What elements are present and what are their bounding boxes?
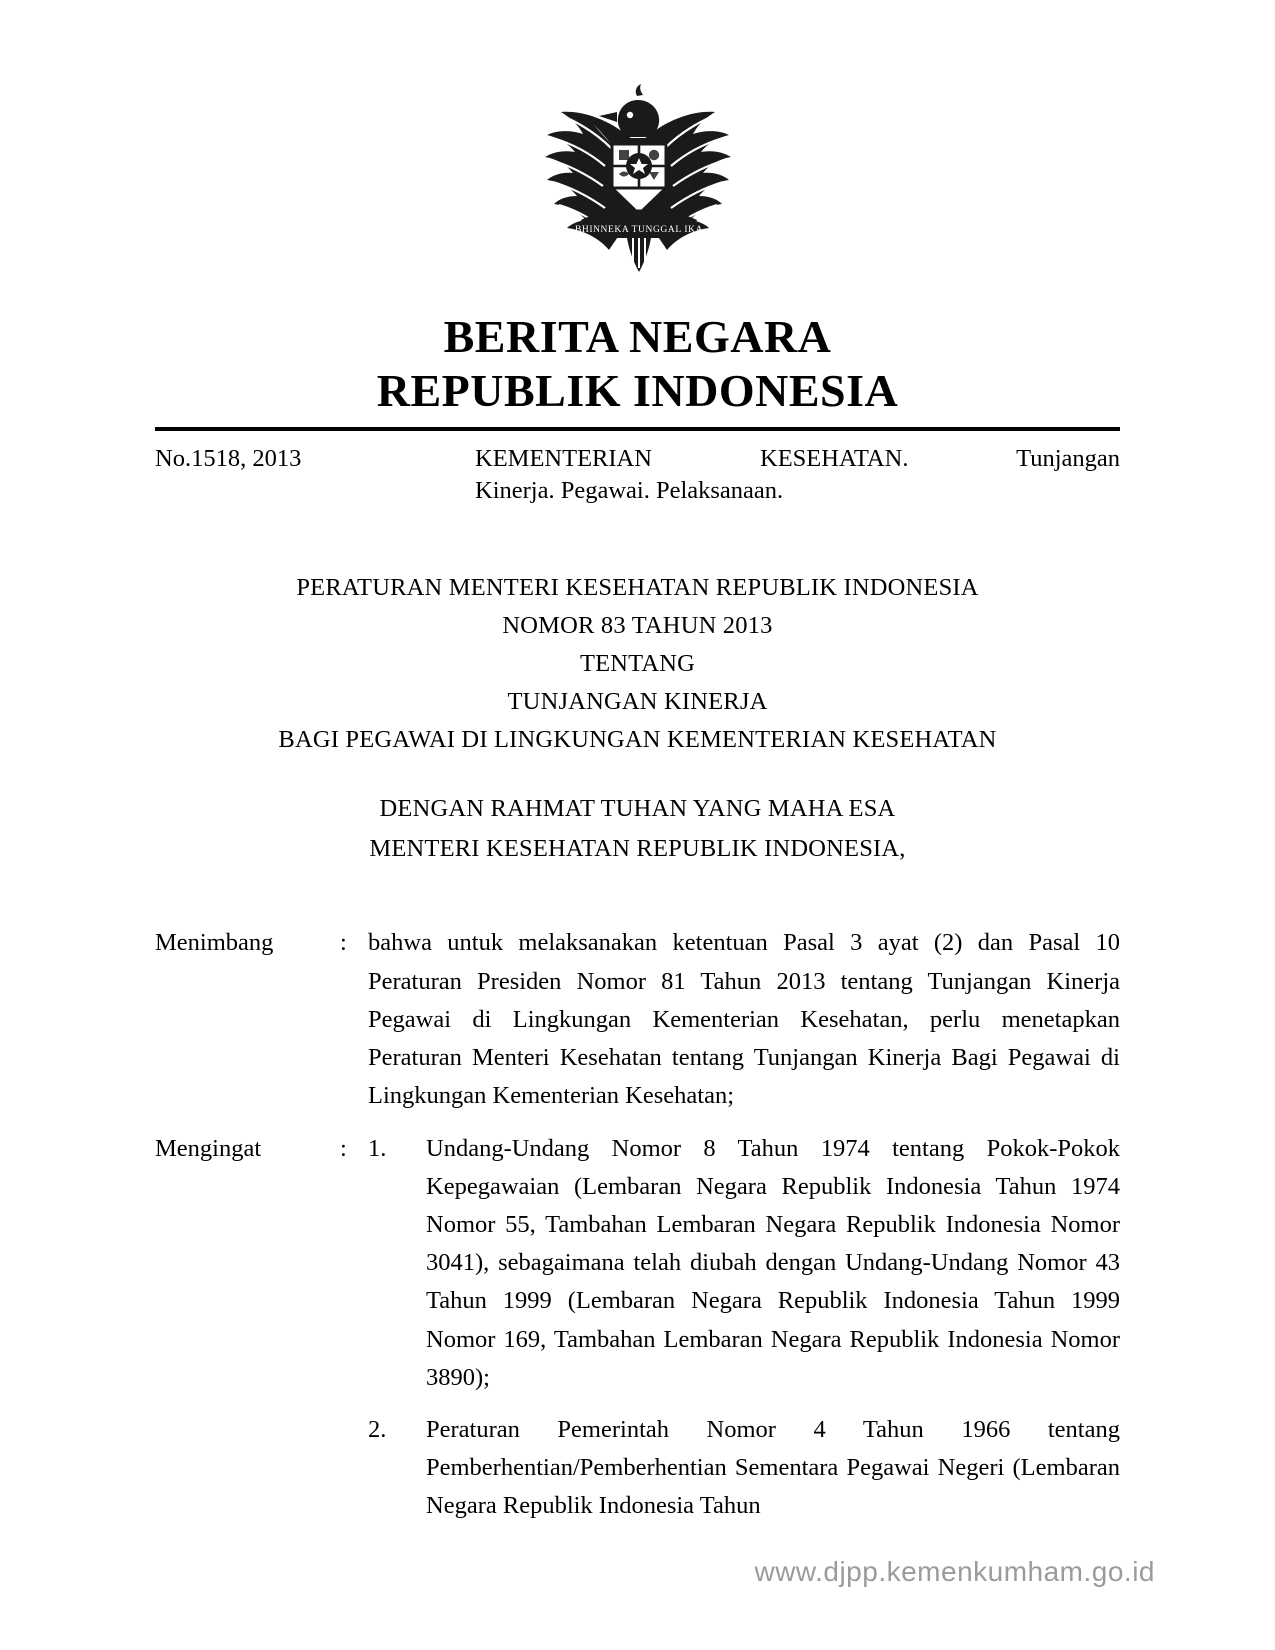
title-line-2: NOMOR 83 TAHUN 2013 [502, 612, 773, 640]
source-url-watermark: www.djpp.kemenkumham.go.id [754, 1556, 1155, 1587]
decree-line-2: MENTERI KESEHATAN REPUBLIK INDONESIA, [369, 834, 906, 862]
clause-mengingat-list [368, 1411, 1120, 1526]
gazette-subject-line-2: Kinerja. Pegawai. Pelaksanaan. [475, 476, 784, 504]
clause-mengingat-label: Mengingat [155, 1134, 262, 1162]
clause-mengingat-item-1-number: 1. [368, 1134, 387, 1162]
clause-mengingat-item-2-text: Peraturan Pemerintah Nomor 4 Tahun 1966 tentang Pemberhentian/Pemberhentian Sementara Pegawai Negeri (Lembaran Negara Republik Indonesia Tahun [426, 1416, 1120, 1520]
header-meta [155, 443, 1120, 508]
masthead-line-2: REPUBLIK INDONESIA [376, 365, 899, 417]
regulation-title [155, 569, 1120, 759]
gazette-number: No.1518, 2013 [155, 444, 302, 472]
title-line-1: PERATURAN MENTERI KESEHATAN REPUBLIK INDONESIA [296, 574, 979, 602]
clause-mengingat-item-1 [368, 1130, 1120, 1398]
clause-menimbang [155, 924, 1120, 1115]
title-line-5: BAGI PEGAWAI DI LINGKUNGAN KEMENTERIAN KESEHATAN [278, 726, 997, 754]
clause-mengingat-item-2-number: 2. [368, 1416, 387, 1444]
clause-menimbang-colon: : [340, 929, 347, 957]
decree-line-1: DENGAN RAHMAT TUHAN YANG MAHA ESA [379, 795, 896, 823]
masthead [155, 310, 1120, 419]
title-line-4: TUNJANGAN KINERJA [507, 688, 768, 716]
clause-mengingat-item-2 [368, 1411, 1120, 1526]
clause-menimbang-text: bahwa untuk melaksanakan ketentuan Pasal 3 ayat (2) dan Pasal 10 Peraturan Presiden Nomor 81 Tahun 2013 tentang Tunjangan Kinerja Pegawai di Lingkungan Kementerian Kesehatan, perlu menetapkan Peraturan Menteri Kesehatan tentang Tunjangan Kinerja Bagi Pegawai di Lingkungan Kementerian Kesehatan; [368, 929, 1120, 1110]
decree-header [155, 789, 1120, 868]
masthead-divider [155, 427, 1120, 431]
clause-menimbang-label: Menimbang [155, 929, 274, 957]
emblem-container [155, 0, 1120, 288]
gazette-subject [475, 443, 1120, 508]
masthead-line-1: BERITA NEGARA [443, 311, 832, 362]
clause-mengingat-colon: : [340, 1134, 347, 1162]
clause-mengingat [155, 1130, 1120, 1398]
clause-mengingat-item-1-text: Undang-Undang Nomor 8 Tahun 1974 tentang Pokok-Pokok Kepegawaian (Lembaran Negara Republik Indonesia Tahun 1974 Nomor 55, Tambahan Lembaran Negara Republik Indonesia Nomor 3041), sebagaimana telah diubah dengan Undang-Undang Nomor 43 Tahun 1999 (Lembaran Negara Republik Indonesia Tahun 1999 Nomor 169, Tambahan Lembaran Negara Republik Indonesia Nomor 3890); [426, 1134, 1120, 1391]
gazette-subject-line-1: KEMENTERIAN KESEHATAN. Tunjangan [475, 444, 1120, 472]
svg-text:BHINNEKA TUNGGAL IKA: BHINNEKA TUNGGAL IKA [574, 225, 703, 235]
title-line-3: TENTANG [579, 650, 696, 678]
regulation-body [155, 924, 1120, 1525]
garuda-pancasila-emblem [533, 78, 743, 288]
